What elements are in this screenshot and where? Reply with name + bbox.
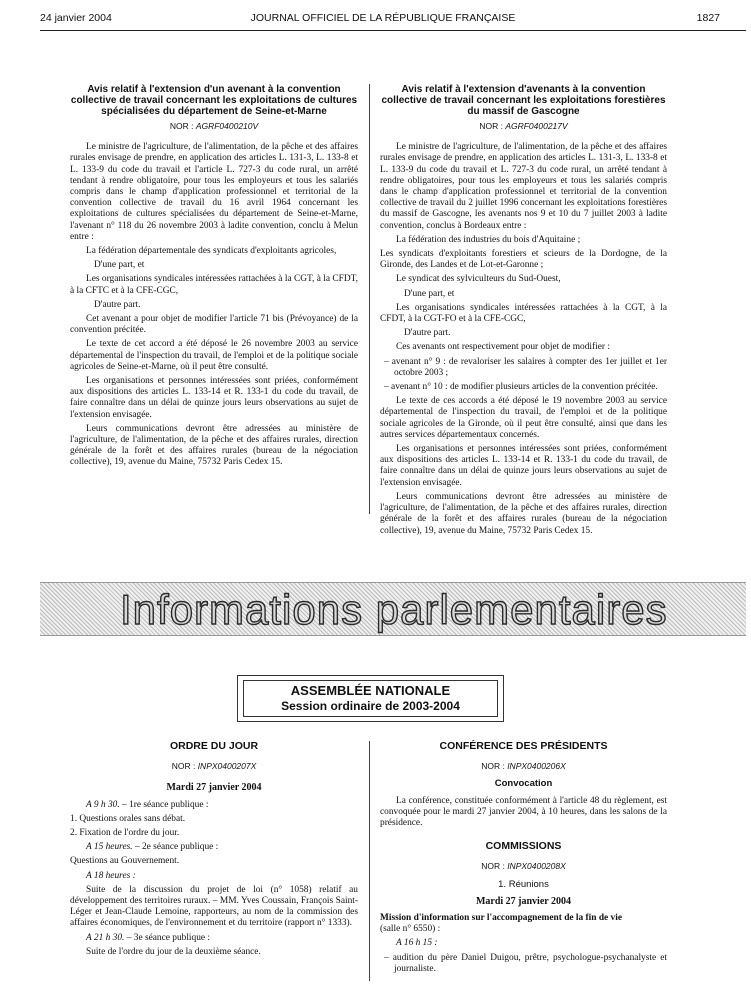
ordre-du-jour-nor [70, 761, 358, 772]
paragraph: Les syndicats d'exploitants forestiers et scieurs de la Dordogne, de la Gironde, des Landes et de Lot-et-Garonne ; [380, 249, 667, 271]
assembly-session: Session ordinaire de 2003-2004 [281, 699, 460, 713]
reunions-heading: 1. Réunions [498, 878, 549, 890]
right-article-nor [380, 121, 667, 132]
seance-time: A 21 h 30. [86, 932, 125, 943]
paragraph: Leurs communications devront être adressées au ministère de l'agriculture, de l'alimentation, de la pêche et des affaires rurales, direction générale de la forêt et des affaires rurales (bureau de la négociation collective), 19, avenue du Maine, 75732 Paris Cedex 15. [380, 491, 667, 536]
nor-label: NOR : [479, 121, 503, 131]
nor-label: NOR : [481, 861, 505, 872]
seance-line [70, 842, 358, 853]
page-number: 1827 [696, 12, 720, 24]
commissions-nor [380, 861, 667, 872]
seance-line [70, 871, 358, 882]
nor-code: INPX0400208X [507, 861, 566, 872]
commission-date: Mardi 27 janvier 2004 [475, 895, 572, 907]
agenda-item: 1. Questions orales sans débat. [70, 813, 186, 824]
assembly-box [243, 680, 498, 717]
paragraph: Ces avenants ont respectivement pour objet de modifier : [396, 342, 610, 353]
paragraph: Les organisations syndicales intéressées rattachées à la CGT, à la CFDT, à la CGT-FO et à la CFE-CGC, [380, 302, 667, 325]
paragraph: D'une part, et [94, 260, 145, 271]
seance-text: – 2e séance publique : [134, 842, 219, 853]
left-article [70, 84, 358, 472]
assembly-name: ASSEMBLÉE NATIONALE [290, 683, 451, 698]
paragraph: Le syndicat des sylviculteurs du Sud-Ouest, [396, 274, 561, 285]
session-date: Mardi 27 janvier 2004 [166, 782, 262, 794]
left-article-title: Avis relatif à l'extension d'un avenant à la convention collective de travail concernant les exploitations de cultures spécialisées du département de Seine-et-Marne [70, 84, 358, 117]
nor-label: NOR : [171, 761, 196, 772]
paragraph: D'une part, et [404, 288, 455, 299]
commissions-heading: COMMISSIONS [485, 840, 562, 853]
nor-code: AGRF0400217V [505, 121, 568, 131]
room: (salle n° 6550) : [380, 924, 441, 935]
seance-text: – 3e séance publique : [126, 932, 211, 943]
agenda-item: 2. Fixation de l'ordre du jour. [70, 828, 180, 839]
nor-label: NOR : [481, 761, 505, 772]
conference-nor [380, 761, 667, 772]
journal-title: JOURNAL OFFICIEL DE LA RÉPUBLIQUE FRANÇAISE [250, 12, 516, 24]
left-article-nor [70, 121, 358, 132]
nor-code: INPX0400207X [197, 761, 257, 772]
header-rule [40, 30, 746, 31]
paragraph: La fédération départementale des syndicats d'exploitants agricoles, [86, 246, 337, 257]
column-divider [369, 741, 370, 981]
list-item: – avenant n° 9 : de revaloriser les salaires à compter des 1er juillet et 1er octobre 2003 ; [384, 356, 667, 378]
conference-section [380, 741, 667, 978]
paragraph: La conférence, constituée conformément à l'article 48 du règlement, est convoquée pour le mardi 27 janvier 2004, à 10 heures, dans les salons de la présidence. [380, 795, 667, 829]
paragraph: Le texte de cet accord a été déposé le 26 novembre 2003 au service départemental de l'inspection du travail, de l'emploi et de la politique sociale agricoles de Seine-et-Marne, où il peut être consulté. [70, 339, 358, 372]
convocation-heading: Convocation [494, 778, 553, 790]
list-item: – audition du père Daniel Duigou, prêtre, psychologue-psychanalyste et journaliste. [384, 952, 667, 974]
nor-label: NOR : [169, 121, 194, 131]
paragraph: Le texte de ces accords a été déposé le 19 novembre 2003 au service départemental de l'inspection du travail, de l'emploi et de la politique sociale agricoles de la Gironde, où il peut être consulté, ainsi que dans les autres services départementaux concernés. [380, 396, 667, 440]
ordre-du-jour [70, 741, 358, 961]
right-article [380, 84, 667, 540]
ordre-du-jour-heading: ORDRE DU JOUR [169, 740, 259, 752]
seance-time: A 15 heures. [86, 842, 133, 853]
paragraph: D'autre part. [404, 328, 451, 339]
paragraph: Le ministre de l'agriculture, de l'alimentation, de la pêche et des affaires rurales envisage de prendre, en application des articles L. 131-3, L. 133-8 et L. 133-9 du code du travail et L. 727-3 du code rural, un arrêté tendant à rendre obligatoires, pour tous les employeurs et tous les salariés compris dans le champ d'application professionnel et territorial de la convention collective de travail du 2 juillet 1996 concernant les exploitations forestières du massif de Gascogne, les avenants nos 9 et 10 du 7 juillet 2003 à ladite convention, conclus à Bordeaux entre : [380, 142, 667, 231]
nor-code: INPX0400206X [507, 761, 566, 772]
seance-time: A 18 heures : [86, 870, 136, 881]
nor-code: AGRF0400210V [195, 121, 259, 131]
agenda-item: Questions au Gouvernement. [70, 856, 180, 867]
seance-time: A 9 h 30. [86, 799, 120, 810]
paragraph: Cet avenant a pour objet de modifier l'article 71 bis (Prévoyance) de la convention précitée. [70, 314, 358, 336]
seance-line [70, 800, 358, 811]
column-divider [369, 84, 370, 514]
paragraph: Leurs communications devront être adressées au ministère de l'agriculture, de l'alimentation, de la pêche et des affaires rurales, direction générale de la forêt et des affaires rurales (bureau de la négociation collective), 19, avenue du Maine, 75732 Paris Cedex 15. [70, 423, 358, 468]
paragraph: Suite de la discussion du projet de loi (n° 1058) relatif au développement des territoires ruraux. – MM. Yves Coussain, François Saint-Léger et Jean-Claude Lemoine, rapporteurs, au nom de la commission des affaires économiques, de l'environnement et du territoire (rapport n° 1333). [70, 884, 358, 929]
list-item: – avenant n° 10 : de modifier plusieurs articles de la convention précitée. [384, 382, 658, 393]
paragraph: Suite de l'ordre du jour de la deuxième séance. [86, 946, 261, 957]
header-date: 24 janvier 2004 [40, 12, 112, 24]
paragraph: D'autre part. [94, 299, 141, 310]
paragraph: Le ministre de l'agriculture, de l'alimentation, de la pêche et des affaires rurales envisage de prendre, en application des articles L. 131-3, L. 133-8 et L. 133-9 du code du travail et l'article L. 727-3 du code rural, un arrêté tendant à rendre obligatoire, pour tous les employeurs et tous les salariés compris dans le champ d'application professionnel et territorial de la convention collective de travail du 16 avril 1964 concernant les exploitations de cultures spécialisées du département de Seine-et-Marne, l'avenant n° 118 du 26 novembre 2003 à ladite convention, conclu à Melun entre : [70, 142, 358, 242]
paragraph: Les organisations et personnes intéressées sont priées, conformément aux dispositions des articles L. 133-14 et R. 133-1 du code du travail, de faire connaître dans un délai de quinze jours leurs observations au sujet de l'extension envisagée. [380, 444, 667, 488]
paragraph: Les organisations syndicales intéressées rattachées à la CGT, à la CFDT, à la CFTC et à la CFE-CGC, [70, 274, 358, 296]
seance-text: – 1re séance publique : [122, 799, 209, 810]
paragraph: La fédération des industries du bois d'Aquitaine ; [396, 234, 581, 245]
seance-line [70, 933, 358, 944]
mission-title: Mission d'information sur l'accompagnement de la fin de vie [380, 913, 623, 924]
conference-heading: CONFÉRENCE DES PRÉSIDENTS [439, 740, 608, 752]
paragraph: Les organisations et personnes intéressées sont priées, conformément aux dispositions des articles L. 133-14 et R. 133-1 du code du travail, de faire connaître dans un délai de quinze jours leurs observations au sujet de l'extension envisagée. [70, 376, 358, 420]
banner-title: Informations parlementaires [120, 586, 668, 633]
right-article-title: Avis relatif à l'extension d'avenants à la convention collective de travail concernant les exploitations forestières du massif de Gascogne [381, 84, 666, 117]
meeting-time: A 16 h 15 : [396, 938, 438, 949]
